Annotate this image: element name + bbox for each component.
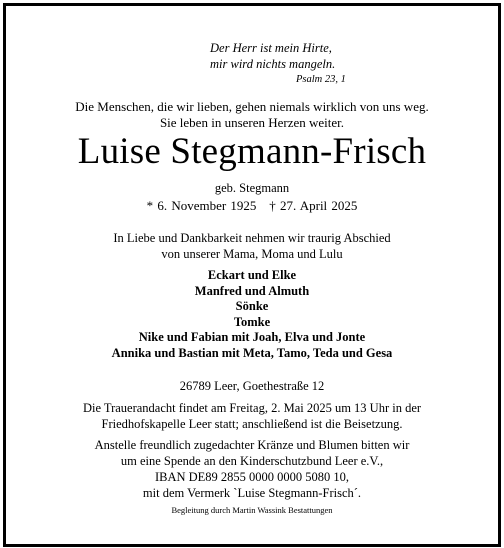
life-dates: [6, 198, 498, 214]
undertaker-credit: Begleitung durch Martin Wassink Bestattungen: [171, 505, 333, 515]
farewell-line-1: In Liebe und Dankbarkeit nehmen wir traurig Abschied: [113, 231, 391, 245]
farewell-text: [6, 230, 498, 262]
birth-date: * 6. November 1925: [146, 198, 257, 213]
intro-line-2: Sie leben in unseren Herzen weiter.: [159, 115, 345, 130]
donation-line-4: mit dem Vermerk `Luise Stegmann-Frisch´.: [142, 486, 362, 500]
service-line-2: Friedhofskapelle Leer statt; anschließend ist die Beisetzung.: [101, 417, 403, 431]
mourner-entry: Tomke: [233, 314, 271, 329]
birth-name: geb. Stegmann: [214, 181, 290, 195]
farewell-line-2: von unserer Mama, Moma und Lulu: [161, 247, 343, 261]
death-date: † 27. April 2025: [269, 198, 358, 213]
verse-reference: Psalm 23, 1: [296, 74, 346, 85]
mourner-entry: Sönke: [235, 299, 269, 313]
service-line-1: Die Trauerandacht findet am Freitag, 2. Mai 2025 um 13 Uhr in der: [82, 401, 422, 415]
donation-info: [6, 437, 498, 501]
address: 26789 Leer, Goethestraße 12: [179, 379, 325, 393]
mourner-entry: Eckart und Elke: [207, 268, 297, 282]
verse-line-1: Der Herr ist mein Hirte,: [210, 41, 332, 55]
service-info: [6, 400, 498, 432]
donation-line-1: Anstelle freundlich zugedachter Kränze und Blumen bitten wir: [94, 438, 410, 452]
mourner-entry: Nike und Fabian mit Joah, Elva und Jonte: [138, 330, 366, 344]
mourner-entry: Annika und Bastian mit Meta, Tamo, Teda und Gesa: [111, 345, 393, 360]
donation-line-3: IBAN DE89 2855 0000 0000 5080 10,: [154, 470, 350, 484]
intro-text: [6, 99, 498, 131]
verse-line-2: mir wird nichts mangeln.: [210, 57, 336, 71]
donation-line-2: um eine Spende an den Kinderschutzbund Leer e.V.,: [120, 454, 384, 468]
obituary-notice: [3, 3, 501, 547]
intro-line-1: Die Menschen, die wir lieben, gehen niemals wirklich von uns weg.: [75, 99, 429, 114]
mourners-list: [6, 268, 498, 361]
mourner-entry: Manfred und Almuth: [194, 283, 310, 298]
deceased-name: Luise Stegmann-Frisch: [77, 131, 427, 172]
